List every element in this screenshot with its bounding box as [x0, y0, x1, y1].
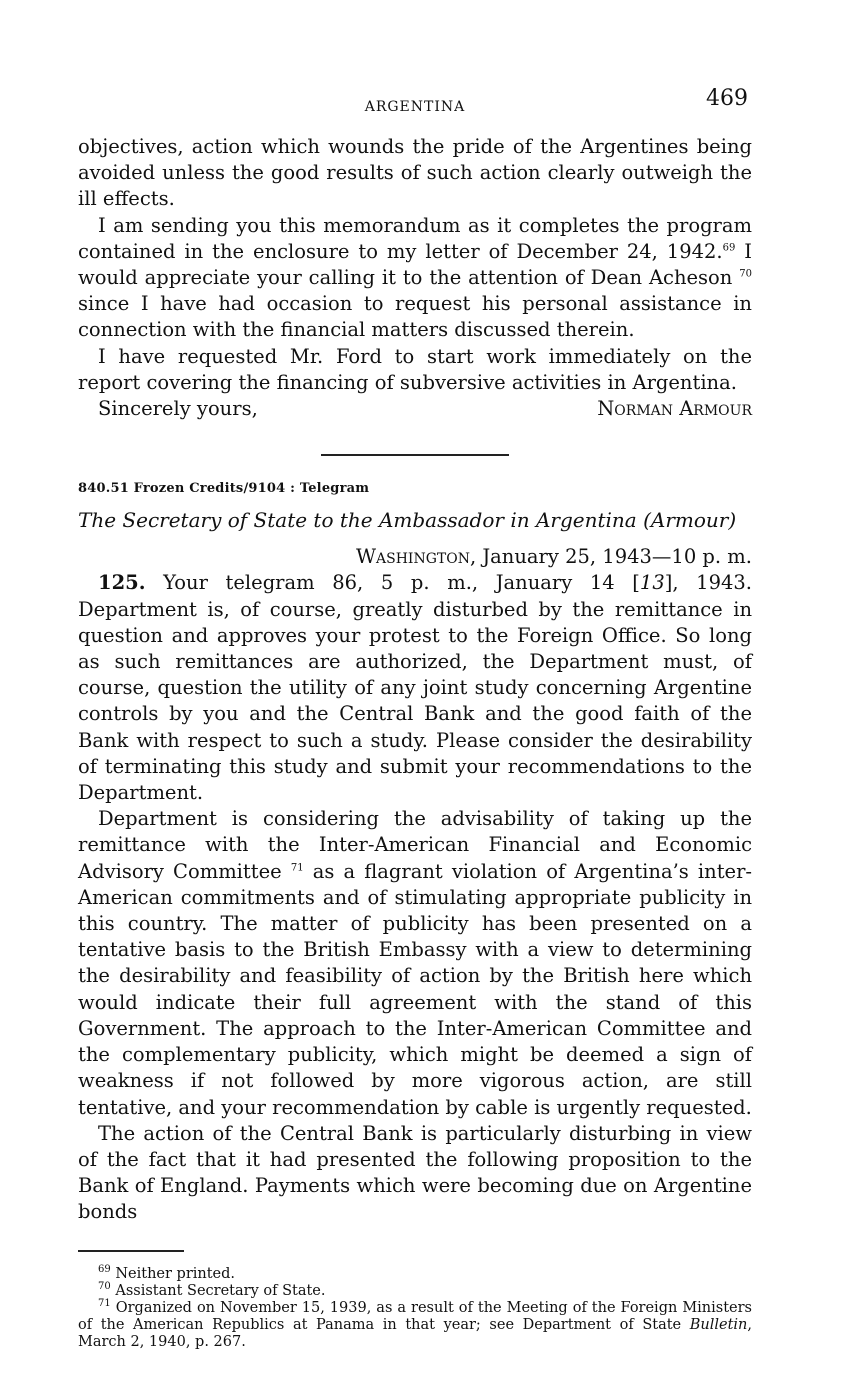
footnote-71-italic: Bulletin	[689, 1316, 748, 1333]
footnote-69	[78, 1263, 752, 1283]
telegram-paragraph-1-text-b: ], 1943. Department is, of course, greatly disturbed by the remittance in question and approves your protest to the Foreign Office. So long as such remittances are authorized, the Department must, of course, question the utility of any joint study concerning Argentine controls by you and the Central Bank and the good faith of the Bank with respect to such a study. Please consider the desirability of terminating this study and submit your recommendations to the Department.	[78, 571, 752, 805]
telegram-paragraph-1	[78, 570, 752, 806]
dateline-date: , January 25, 1943—10 p. m.	[469, 545, 752, 569]
footnote-71-text: Organized on November 15, 1939, as a result of the Meeting of the Foreign Ministers of the American Republics at Panama in that year; see Department of State	[78, 1299, 752, 1333]
footnote-71-text-b: , March 2, 1940, p. 267.	[78, 1316, 752, 1350]
footnote-ref-69: 69	[722, 242, 736, 254]
letter-paragraph-1: objectives, action which wounds the pride of the Argentines being avoided unless the good results of such action clearly outweigh the ill effects.	[78, 135, 752, 211]
section-divider	[321, 454, 509, 456]
footnote-71	[78, 1297, 752, 1351]
bracket-correction: 13	[639, 571, 665, 595]
footnote-mark-71: 71	[98, 1297, 111, 1309]
telegram-number: 125.	[98, 571, 146, 595]
document-title-text: The Secretary of State to the Ambassador in Argentina (	[78, 508, 651, 533]
letter-paragraph-2	[78, 213, 752, 344]
footnotes	[78, 1263, 752, 1351]
footnote-ref-71: 71	[290, 862, 304, 874]
document-title-close: )	[728, 508, 737, 533]
telegram-paragraph-2-text: Department is considering the advisability of taking up the remittance with the Inter-American Financial and Economic Advisory Committee	[78, 807, 752, 883]
footnote-69-text: Neither printed.	[110, 1265, 236, 1282]
telegram-paragraph-1-text: Your telegram 86, 5 p. m., January 14 [	[145, 571, 640, 595]
footnote-mark-69: 69	[98, 1263, 111, 1275]
letter-paragraph-2-text: I am sending you this memorandum as it completes the program contained in the enclosure to my letter of December 24, 1942.	[78, 213, 752, 263]
dateline	[78, 544, 752, 570]
running-head: ARGENTINA	[364, 99, 466, 115]
signature: Norman Armour	[597, 397, 752, 421]
complimentary-close: Sincerely yours,	[98, 397, 258, 421]
footnote-70-text: Assistant Secretary of State.	[110, 1282, 326, 1299]
letter-paragraph-2-text-c: since I have had occasion to request his personal assistance in connection with the financial matters discussed therein.	[78, 292, 752, 342]
page-header	[78, 86, 752, 120]
letter-paragraph-3: I have requested Mr. Ford to start work immediately on the report covering the financing of subversive activities in Argentina.	[78, 344, 752, 394]
footnote-ref-70: 70	[739, 268, 752, 280]
document-title-name: Armour	[650, 508, 729, 533]
document-title	[78, 506, 752, 534]
letter-paragraph-2-text-b: I would appreciate your calling it to the attention of Dean Acheson	[78, 239, 753, 290]
file-reference: 840.51 Frozen Credits/9104 : Telegram	[78, 481, 370, 497]
footnote-70	[78, 1280, 752, 1300]
letter-closing	[78, 396, 752, 422]
body-text	[78, 134, 752, 1351]
page-number: 469	[706, 86, 748, 111]
telegram-paragraph-2	[78, 806, 752, 1120]
telegram-paragraph-2-text-b: as a flagrant violation of Argentina’s inter-American commitments and of stimulating appropriate publicity in this country. The matter of publicity has been presented on a tentative basis to the British Embassy with a view to determining the desirability and feasibility of action by the British here which would indicate their full agreement with the stand of this Government. The approach to the Inter-American Committee and the complementary publicity, which might be deemed a sign of weakness if not followed by more vigorous action, are still tentative, and your recommendation by cable is urgently requested.	[78, 859, 753, 1119]
footnote-mark-70: 70	[98, 1280, 111, 1292]
telegram-paragraph-3: The action of the Central Bank is particularly disturbing in view of the fact that it had presented the following proposition to the Bank of England. Payments which were becoming due on Argentine bonds	[78, 1121, 752, 1224]
dateline-place: Washington	[355, 545, 470, 569]
footnote-rule	[78, 1250, 184, 1252]
